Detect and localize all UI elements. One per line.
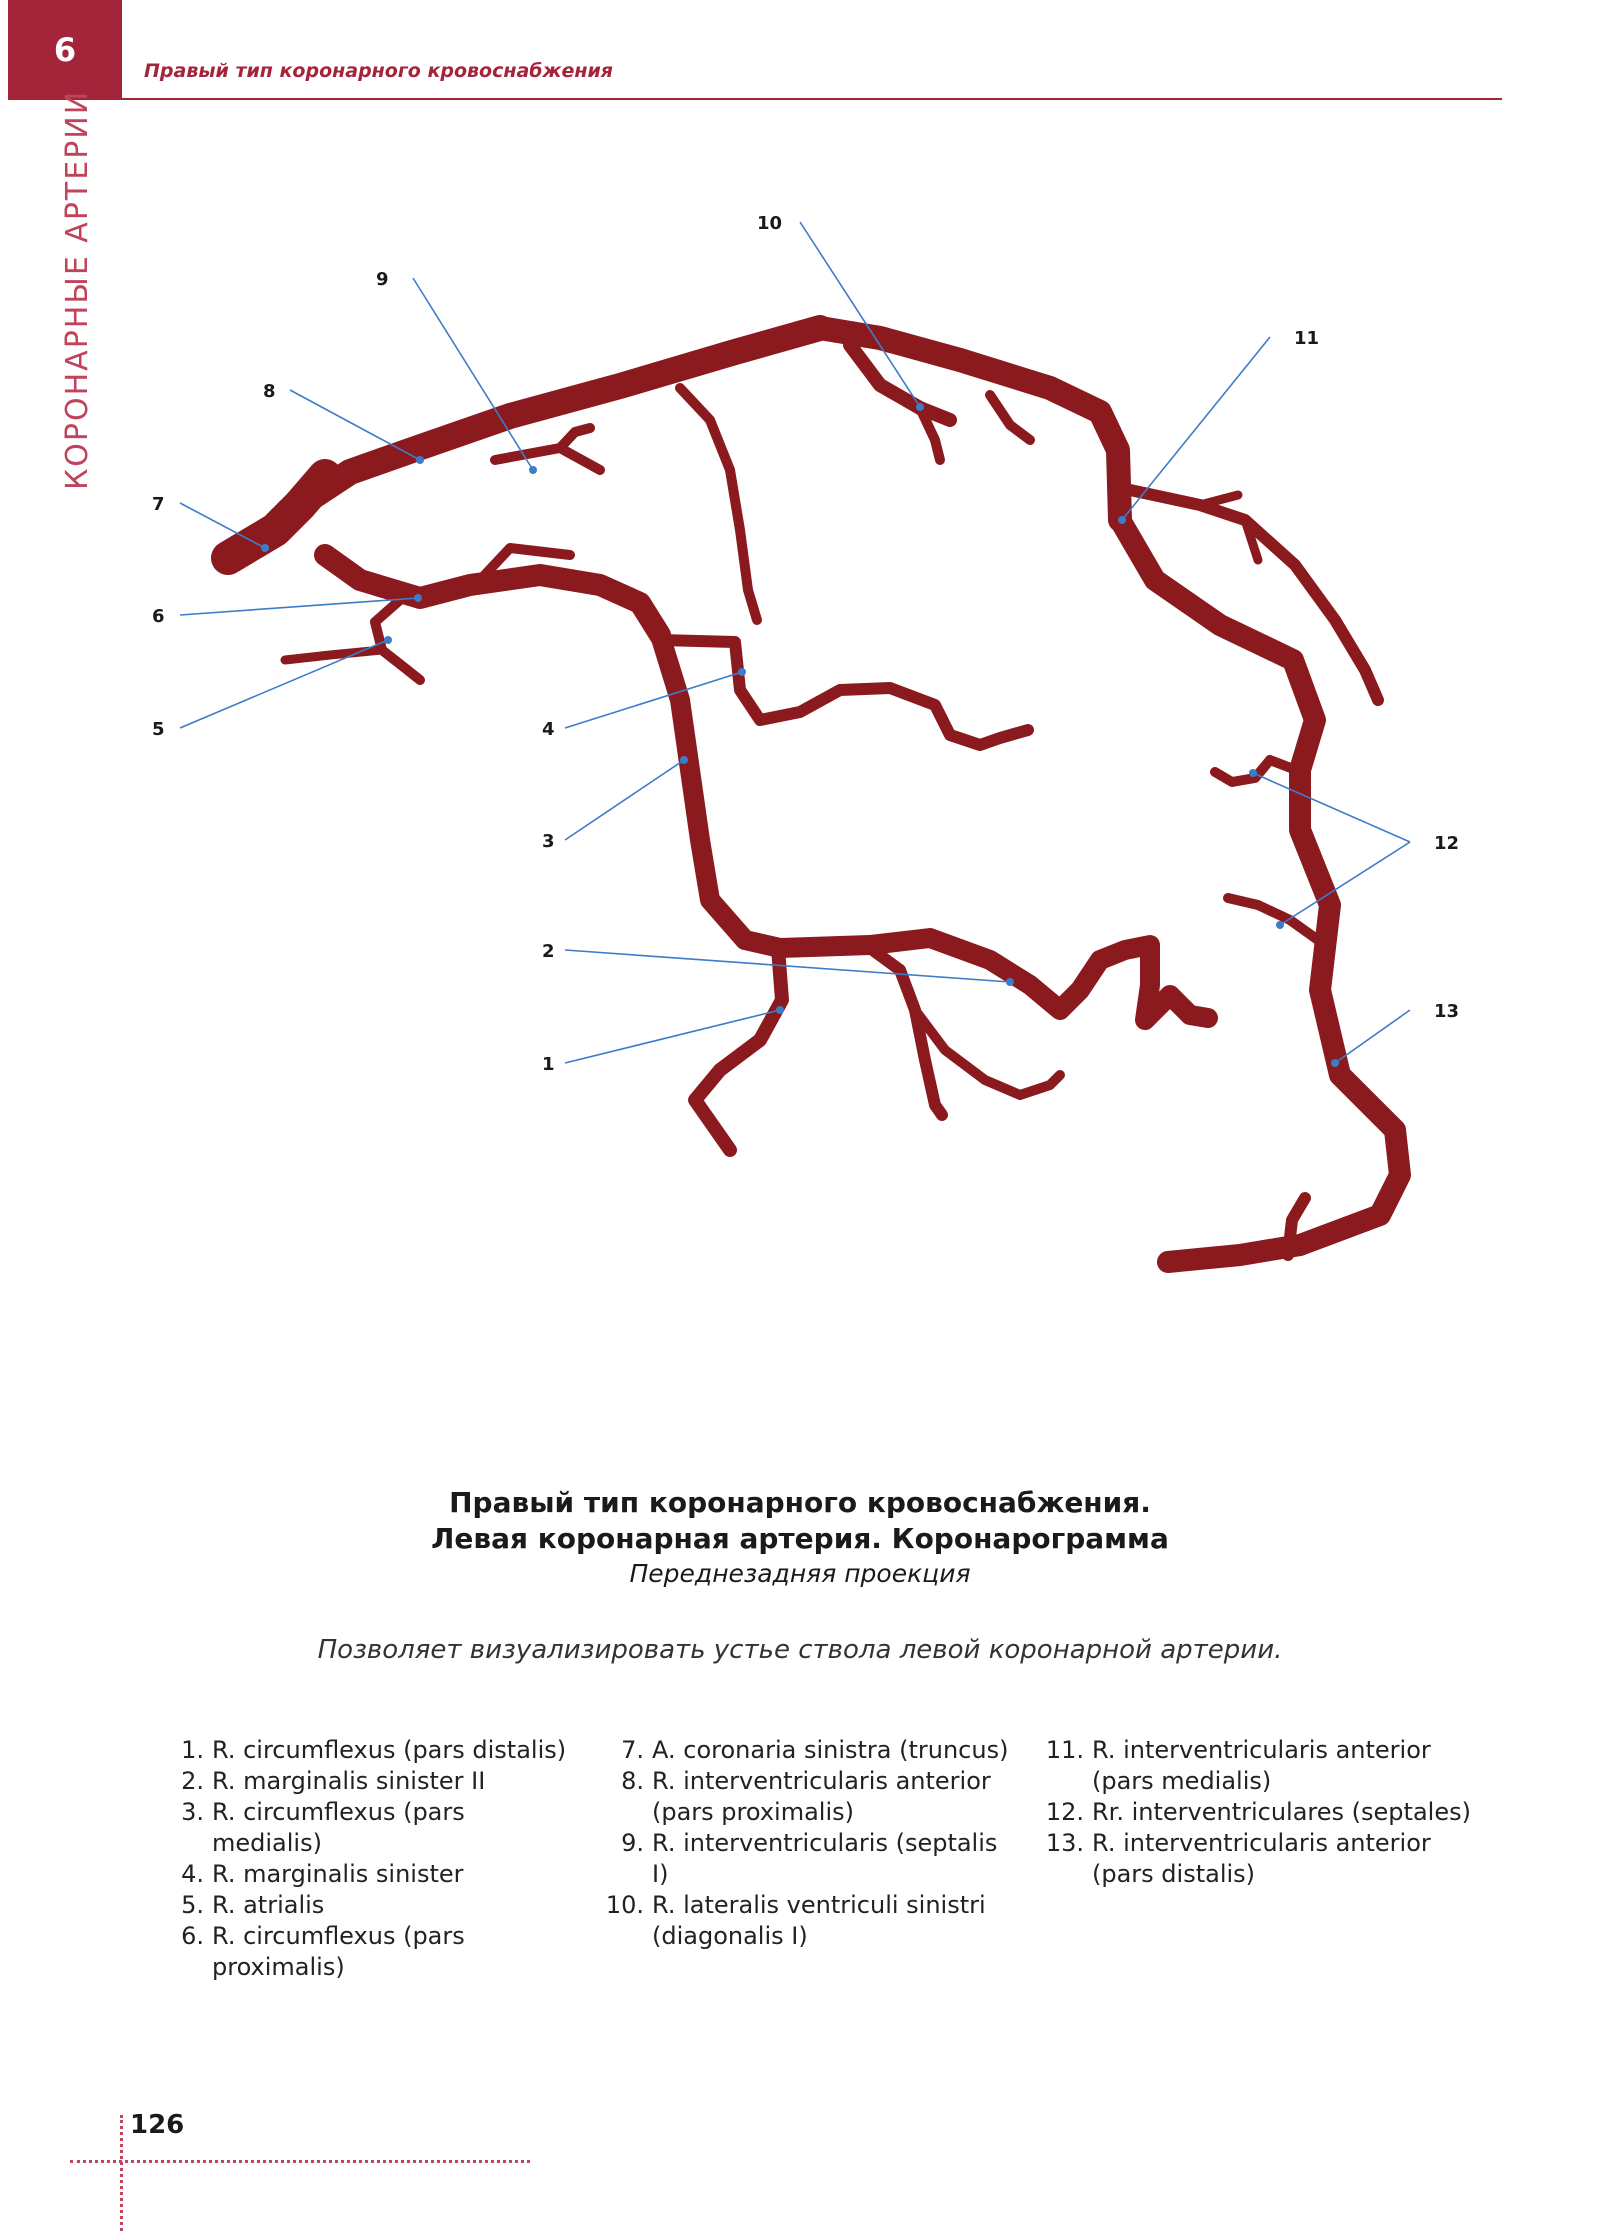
legend-item bbox=[1040, 1735, 1500, 1797]
leader-dot-4 bbox=[738, 668, 746, 676]
label-13: 13 bbox=[1434, 1001, 1460, 1022]
leader-13 bbox=[1335, 1010, 1410, 1063]
label-7: 7 bbox=[152, 494, 165, 515]
label-2: 2 bbox=[542, 941, 555, 962]
label-5: 5 bbox=[152, 719, 165, 740]
running-header-title: Правый тип коронарного кровоснабжения bbox=[144, 60, 613, 82]
legend-text: R. interventricularis anterior (pars distalis) bbox=[1092, 1829, 1431, 1888]
leader-dot-3 bbox=[680, 756, 688, 764]
figure-caption bbox=[0, 1485, 1600, 1665]
leader-4 bbox=[565, 672, 742, 728]
vessel-lateral-branch-11b bbox=[1200, 495, 1238, 505]
legend-item bbox=[160, 1921, 580, 1983]
legend-number: 4. bbox=[181, 1860, 204, 1888]
leader-12a bbox=[1253, 773, 1410, 842]
legend-number: 5. bbox=[181, 1891, 204, 1919]
legend-item bbox=[160, 1890, 580, 1921]
legend-number: 7. bbox=[621, 1736, 644, 1764]
leader-10 bbox=[800, 222, 920, 407]
label-1: 1 bbox=[542, 1054, 555, 1075]
leader-dot-13 bbox=[1331, 1059, 1339, 1067]
leader-dot-8 bbox=[416, 456, 424, 464]
legend-text: R. circumflexus (pars distalis) bbox=[212, 1736, 567, 1764]
legend-number: 9. bbox=[621, 1829, 644, 1857]
footer-dotted-vertical bbox=[120, 2115, 123, 2231]
legend-item bbox=[600, 1735, 1020, 1766]
leader-8 bbox=[290, 390, 420, 460]
legend-item bbox=[1040, 1797, 1500, 1828]
vessel-atrial-branch-b bbox=[285, 650, 382, 660]
leader-dot-1 bbox=[776, 1006, 784, 1014]
vessel-marginal-2b bbox=[915, 1010, 1060, 1095]
leader-dot-10 bbox=[916, 403, 924, 411]
legend-item bbox=[160, 1859, 580, 1890]
vessel-diagonal-branch-a bbox=[680, 388, 757, 620]
label-3: 3 bbox=[542, 831, 555, 852]
leader-3 bbox=[565, 760, 684, 840]
legend-text: R. atrialis bbox=[212, 1891, 325, 1919]
caption-title-line-2: Левая коронарная артерия. Коронарограмма bbox=[431, 1522, 1169, 1555]
legend-text: R. marginalis sinister II bbox=[212, 1767, 486, 1795]
leader-dot-6 bbox=[414, 594, 422, 602]
vessel-circumflex-distal bbox=[780, 938, 1208, 1020]
legend-item bbox=[160, 1735, 580, 1766]
legend-text: R. marginalis sinister bbox=[212, 1860, 464, 1888]
page-number: 126 bbox=[130, 2110, 185, 2140]
legend-number: 1. bbox=[181, 1736, 204, 1764]
label-4: 4 bbox=[542, 719, 555, 740]
chapter-number: 6 bbox=[53, 31, 77, 69]
caption-description: Позволяет визуализировать устье ствола левой коронарной артерии. bbox=[317, 1635, 1283, 1665]
legend-item bbox=[600, 1828, 1020, 1890]
leader-11 bbox=[1122, 337, 1270, 520]
vessel-septal-1b bbox=[560, 448, 600, 470]
legend-column-1 bbox=[160, 1735, 580, 1983]
vessel-lad-distal bbox=[1120, 520, 1400, 1262]
leader-dot-12b bbox=[1276, 921, 1284, 929]
label-6: 6 bbox=[152, 606, 165, 627]
legend-column-3 bbox=[1040, 1735, 1500, 1890]
label-11: 11 bbox=[1294, 328, 1320, 349]
label-8: 8 bbox=[263, 381, 276, 402]
leader-dot-11 bbox=[1118, 516, 1126, 524]
legend-text: Rr. interventriculares (septales) bbox=[1092, 1798, 1471, 1826]
legend-text: R. lateralis ventriculi sinistri (diagonalis I) bbox=[652, 1891, 986, 1950]
leader-dot-2 bbox=[1006, 978, 1014, 986]
legend-number: 10. bbox=[605, 1891, 644, 1919]
legend-column-2 bbox=[600, 1735, 1020, 1952]
legend-number: 13. bbox=[1045, 1829, 1084, 1857]
vessel-marginal-1 bbox=[660, 640, 1028, 745]
legend-item bbox=[600, 1890, 1020, 1952]
legend-item bbox=[1040, 1828, 1500, 1890]
leader-dot-12a bbox=[1249, 769, 1257, 777]
legend-number: 6. bbox=[181, 1922, 204, 1950]
legend-number: 12. bbox=[1045, 1798, 1084, 1826]
leader-dot-9 bbox=[529, 466, 537, 474]
vessel-circumflex-distal-branch bbox=[695, 948, 782, 1150]
legend-number: 3. bbox=[181, 1798, 204, 1826]
label-9: 9 bbox=[376, 269, 389, 290]
legend-text: R. circumflexus (pars medialis) bbox=[212, 1798, 465, 1857]
caption-title-line-1: Правый тип коронарного кровоснабжения. bbox=[449, 1486, 1151, 1519]
caption-subtitle: Переднезадняя проекция bbox=[629, 1559, 971, 1588]
legend-item bbox=[600, 1766, 1020, 1828]
side-section-label: КОРОНАРНЫЕ АРТЕРИИ bbox=[60, 89, 95, 490]
leader-5 bbox=[180, 640, 388, 728]
vessel-atrial-branch bbox=[375, 600, 420, 680]
legend-text: A. coronaria sinistra (truncus) bbox=[652, 1736, 1009, 1764]
legend-number: 8. bbox=[621, 1767, 644, 1795]
vessel-circumflex-medial bbox=[660, 635, 780, 948]
legend-text: R. circumflexus (pars proximalis) bbox=[212, 1922, 465, 1981]
legend-text: R. interventricularis anterior (pars medialis) bbox=[1092, 1736, 1431, 1795]
legend-item bbox=[160, 1797, 580, 1859]
vessel-lad-proximal bbox=[300, 328, 820, 505]
vessel-septal-12b bbox=[1228, 898, 1318, 940]
legend-text: R. interventricularis (septalis I) bbox=[652, 1829, 998, 1888]
legend-text: R. interventricularis anterior (pars proximalis) bbox=[652, 1767, 991, 1826]
vessel-diagonal-1c bbox=[990, 395, 1030, 440]
label-12: 12 bbox=[1434, 833, 1460, 854]
label-10: 10 bbox=[757, 213, 783, 234]
leader-dot-5 bbox=[384, 636, 392, 644]
legend-number: 11. bbox=[1045, 1736, 1084, 1764]
legend-number: 2. bbox=[181, 1767, 204, 1795]
footer-dotted-rule bbox=[70, 2160, 530, 2163]
leader-dot-7 bbox=[261, 544, 269, 552]
left-coronary-artery-tree bbox=[228, 328, 1400, 1262]
legend-item bbox=[160, 1766, 580, 1797]
